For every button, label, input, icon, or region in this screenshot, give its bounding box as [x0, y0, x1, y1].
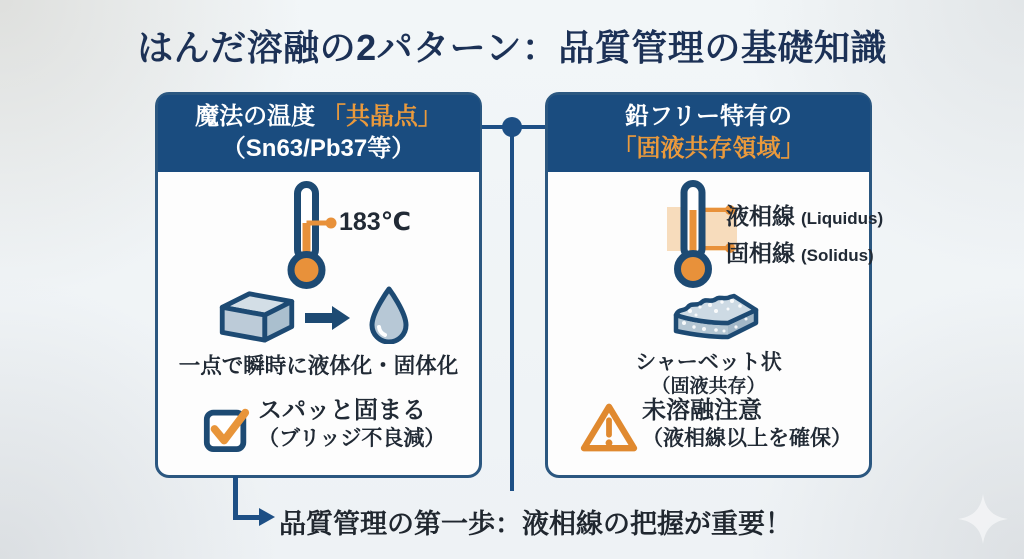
footer-connector-horizontal — [233, 515, 260, 520]
warning-triangle-icon — [580, 401, 638, 453]
sherbet-caption-line1: シャーベット状 — [635, 351, 782, 374]
sherbet-slab-icon — [670, 287, 762, 345]
page-title: はんだ溶融の2パターン：品質管理の基礎知識 — [137, 27, 887, 68]
warning-line2: （液相線以上を確保） — [642, 426, 852, 450]
warning-line1: 未溶融注意 — [642, 397, 762, 424]
benefit-line2: （ブリッジ不良減） — [258, 426, 446, 450]
footer-message: 品質管理の第一歩：液相線の把握が重要！ — [279, 509, 792, 539]
eutectic-benefit-text — [258, 397, 445, 452]
leadfree-panel-header — [548, 95, 870, 172]
eutectic-header-accent: 「共晶点」 — [321, 103, 442, 131]
warning-text — [642, 397, 852, 452]
liquidus-label — [726, 198, 883, 231]
connector-vertical-line — [510, 127, 514, 491]
solidus-en: (Solidus) — [801, 246, 874, 265]
sparkle-icon — [958, 494, 1008, 544]
eutectic-header-prefix: 魔法の温度 — [195, 103, 322, 131]
liquid-droplet-icon — [367, 286, 411, 344]
eutectic-header-line1 — [195, 101, 442, 133]
solidus-label — [726, 235, 874, 268]
footer-arrow-icon — [259, 508, 275, 526]
arrow-right-icon — [305, 305, 351, 331]
leadfree-header-line1: 鉛フリー特有の — [624, 103, 793, 131]
leadfree-header-line2: 「固液共存領域」 — [612, 135, 805, 162]
liquidus-en: (Liquidus) — [801, 209, 884, 228]
eutectic-panel — [155, 92, 482, 478]
eutectic-panel-header — [158, 95, 480, 172]
eutectic-header-line2: （Sn63/Pb37等） — [221, 135, 416, 162]
checkbox-icon — [202, 403, 252, 453]
eutectic-caption: 一点で瞬時に液体化・固体化 — [178, 354, 459, 378]
eutectic-temperature-label: 183℃ — [339, 208, 411, 236]
thermometer-range-icon — [666, 180, 751, 288]
liquidus-jp: 液相線 — [726, 203, 795, 229]
footer-connector-vertical — [233, 476, 238, 519]
leadfree-panel — [545, 92, 884, 478]
benefit-line1: スパッと固まる — [258, 397, 426, 424]
sherbet-caption-line2: （固液共存） — [651, 376, 766, 397]
connector-dot — [502, 117, 522, 137]
solidus-jp: 固相線 — [726, 240, 795, 266]
solid-cube-icon — [218, 288, 296, 344]
